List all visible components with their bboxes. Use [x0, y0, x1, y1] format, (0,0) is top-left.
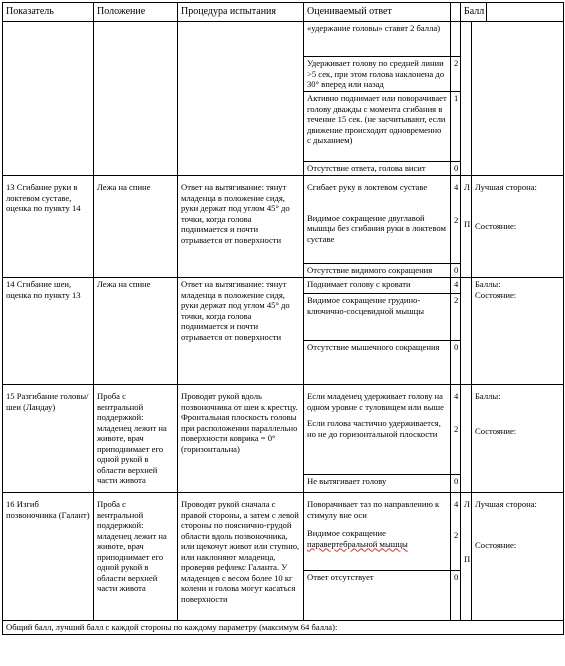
header-row: [3, 3, 564, 22]
points-label: Баллы:: [475, 391, 501, 402]
cell-score: [451, 385, 461, 475]
cell-response: Отсутствие мышечного сокращения: [304, 341, 451, 385]
side-right: П: [464, 553, 471, 564]
cell-procedure: Проводят рукой вдоль позвоночника от шеи к крестцу. Фронтальная плоскость головы при расположении параллельно поверхности коврика = 0° (горизонтальна): [178, 385, 304, 493]
side-left: Л: [464, 499, 470, 510]
score-value: 2: [454, 423, 459, 434]
cell-position: [94, 22, 178, 176]
cell-response: Не вытягивает голову: [304, 475, 451, 493]
state-label: Состояние:: [475, 425, 517, 436]
cell-position: Проба с вентральной поддержкой: младенец лежит на животе, врач приподнимает его одной рукой в области верхней части живота: [94, 385, 178, 493]
response-item: Если младенец удерживает голову на одном уровне с туловищем или выше: [307, 391, 444, 412]
table-row: [3, 621, 564, 635]
cell-notes: [472, 176, 564, 278]
cell-indicator: 14 Сгибание шеи, оценка по пункту 13: [3, 278, 94, 385]
score-value: 4: [454, 182, 459, 193]
cell-position: Лежа на спине: [94, 278, 178, 385]
cell-indicator: [3, 22, 94, 176]
response-item-part: паравертебральной мышцы: [307, 538, 408, 549]
cell-response: Активно поднимает или поворачивает голову дважды с момента сгибания в течение 15 сек. (не засчитывают, если движение происходит одновременно с дыханием): [304, 92, 451, 162]
best-side-label: Лучшая сторона:: [475, 499, 537, 510]
cell-response: Поднимает голову с кровати: [304, 278, 451, 294]
response-item: Сгибает руку в локтевом суставе: [307, 182, 428, 193]
cell-score: 1: [451, 92, 461, 162]
table-row: [3, 176, 564, 264]
side-left: Л: [464, 182, 470, 193]
header-blank: [451, 3, 461, 22]
table-row: [3, 385, 564, 475]
cell-procedure: Ответ на вытягивание: тянут младенца в положение сидя, руки держат под углом 45° до точки, когда голова поднимается и почти отрывается от поверхности: [178, 176, 304, 278]
state-label: Состояние:: [475, 289, 517, 300]
cell-indicator: 15 Разгибание головы/шеи (Ландау): [3, 385, 94, 493]
score-value: 2: [454, 214, 459, 225]
response-item-part: Видимое сокращение: [307, 528, 386, 539]
cell-notes: [472, 278, 564, 385]
cell-position: Проба с вентральной поддержкой: младенец лежит на животе, врач приподнимает его одной рукой в области верхней части живота: [94, 493, 178, 621]
cell-procedure: [178, 22, 304, 176]
cell-score: 4: [451, 278, 461, 294]
cell-notes: [472, 493, 564, 621]
cell-score: 2: [451, 294, 461, 341]
cell-notes: [472, 385, 564, 493]
cell-response: Отсутствие видимого сокращения: [304, 264, 451, 278]
cell-side: [461, 493, 472, 621]
table-row: [3, 278, 564, 294]
cell-procedure: Ответ на вытягивание: тянут младенца в положение сидя, руки держат под углом 45° до точки, когда голова поднимается и почти отрывается от поверхности: [178, 278, 304, 385]
side-right: П: [464, 218, 471, 229]
response-item: Если голова частично удерживается, но не до горизонтальной плоскости: [307, 418, 441, 439]
header-position: Положение: [94, 3, 178, 22]
cell-response: Удерживает голову по средней линии >5 сек, при этом голова наклонена до 30° вперед или назад: [304, 57, 451, 92]
cell-score: 2: [451, 57, 461, 92]
cell-score: 0: [451, 475, 461, 493]
cell-position: Лежа на спине: [94, 176, 178, 278]
cell-side: [461, 385, 472, 493]
cell-response: [304, 493, 451, 571]
score-value: 2: [454, 529, 459, 540]
total-score-row: Общий балл, лучший балл с каждой стороны по каждому параметру (максимум 64 балла):: [3, 621, 564, 635]
points-label: Баллы:: [475, 279, 501, 290]
best-side-label: Лучшая сторона:: [475, 182, 537, 193]
header-response: Оцениваемый ответ: [304, 3, 451, 22]
cell-score: 0: [451, 264, 461, 278]
cell-response: Видимое сокращение грудино-ключично-сосцевидной мышцы: [304, 294, 451, 341]
table-row: [3, 493, 564, 571]
cell-response: [304, 176, 451, 264]
state-label: Состояние:: [475, 220, 517, 231]
cell-score: 0: [451, 162, 461, 176]
cell-score: 0: [451, 571, 461, 621]
response-item: [307, 528, 447, 549]
cell-indicator: 13 Сгибание руки в локтевом суставе, оценка по пункту 14: [3, 176, 94, 278]
cell-side: [461, 278, 472, 385]
cell-score: 0: [451, 341, 461, 385]
cell-side: [461, 22, 472, 176]
cell-score: [451, 176, 461, 264]
response-item: Видимое сокращение двуглавой мышцы без сгибания руки в локтевом суставе: [307, 212, 446, 244]
header-score: Балл: [461, 3, 487, 22]
cell-response: Ответ отсутствует: [304, 571, 451, 621]
score-value: 4: [454, 391, 459, 402]
header-procedure: Процедура испытания: [178, 3, 304, 22]
assessment-table: [2, 2, 564, 635]
cell-response: [304, 385, 451, 475]
score-value: 4: [454, 499, 459, 510]
state-label: Состояние:: [475, 539, 517, 550]
header-indicator: Показатель: [3, 3, 94, 22]
cell-response: Отсутствие ответа, голова висит: [304, 162, 451, 176]
cell-notes: [472, 22, 564, 176]
response-item: Поворачивает таз по направлению к стимулу вне оси: [307, 499, 440, 520]
cell-score: [451, 22, 461, 57]
cell-indicator: 16 Изгиб позвоночника (Галант): [3, 493, 94, 621]
table-row: [3, 22, 564, 57]
header-extra: [487, 3, 564, 22]
cell-side: [461, 176, 472, 278]
cell-procedure: Проводят рукой сначала с правой стороны, а затем с левой стороны по пояснично-грудой области вдоль позвоночника, или щекочут живот или ступню, или наклоняют младенца, проверяя рефлекс Галанта. У младенцев с весом более 10 кг колени и голова могут касаться поверхности: [178, 493, 304, 621]
cell-response: «удержание головы» ставят 2 балла): [304, 22, 451, 57]
cell-score: [451, 493, 461, 571]
